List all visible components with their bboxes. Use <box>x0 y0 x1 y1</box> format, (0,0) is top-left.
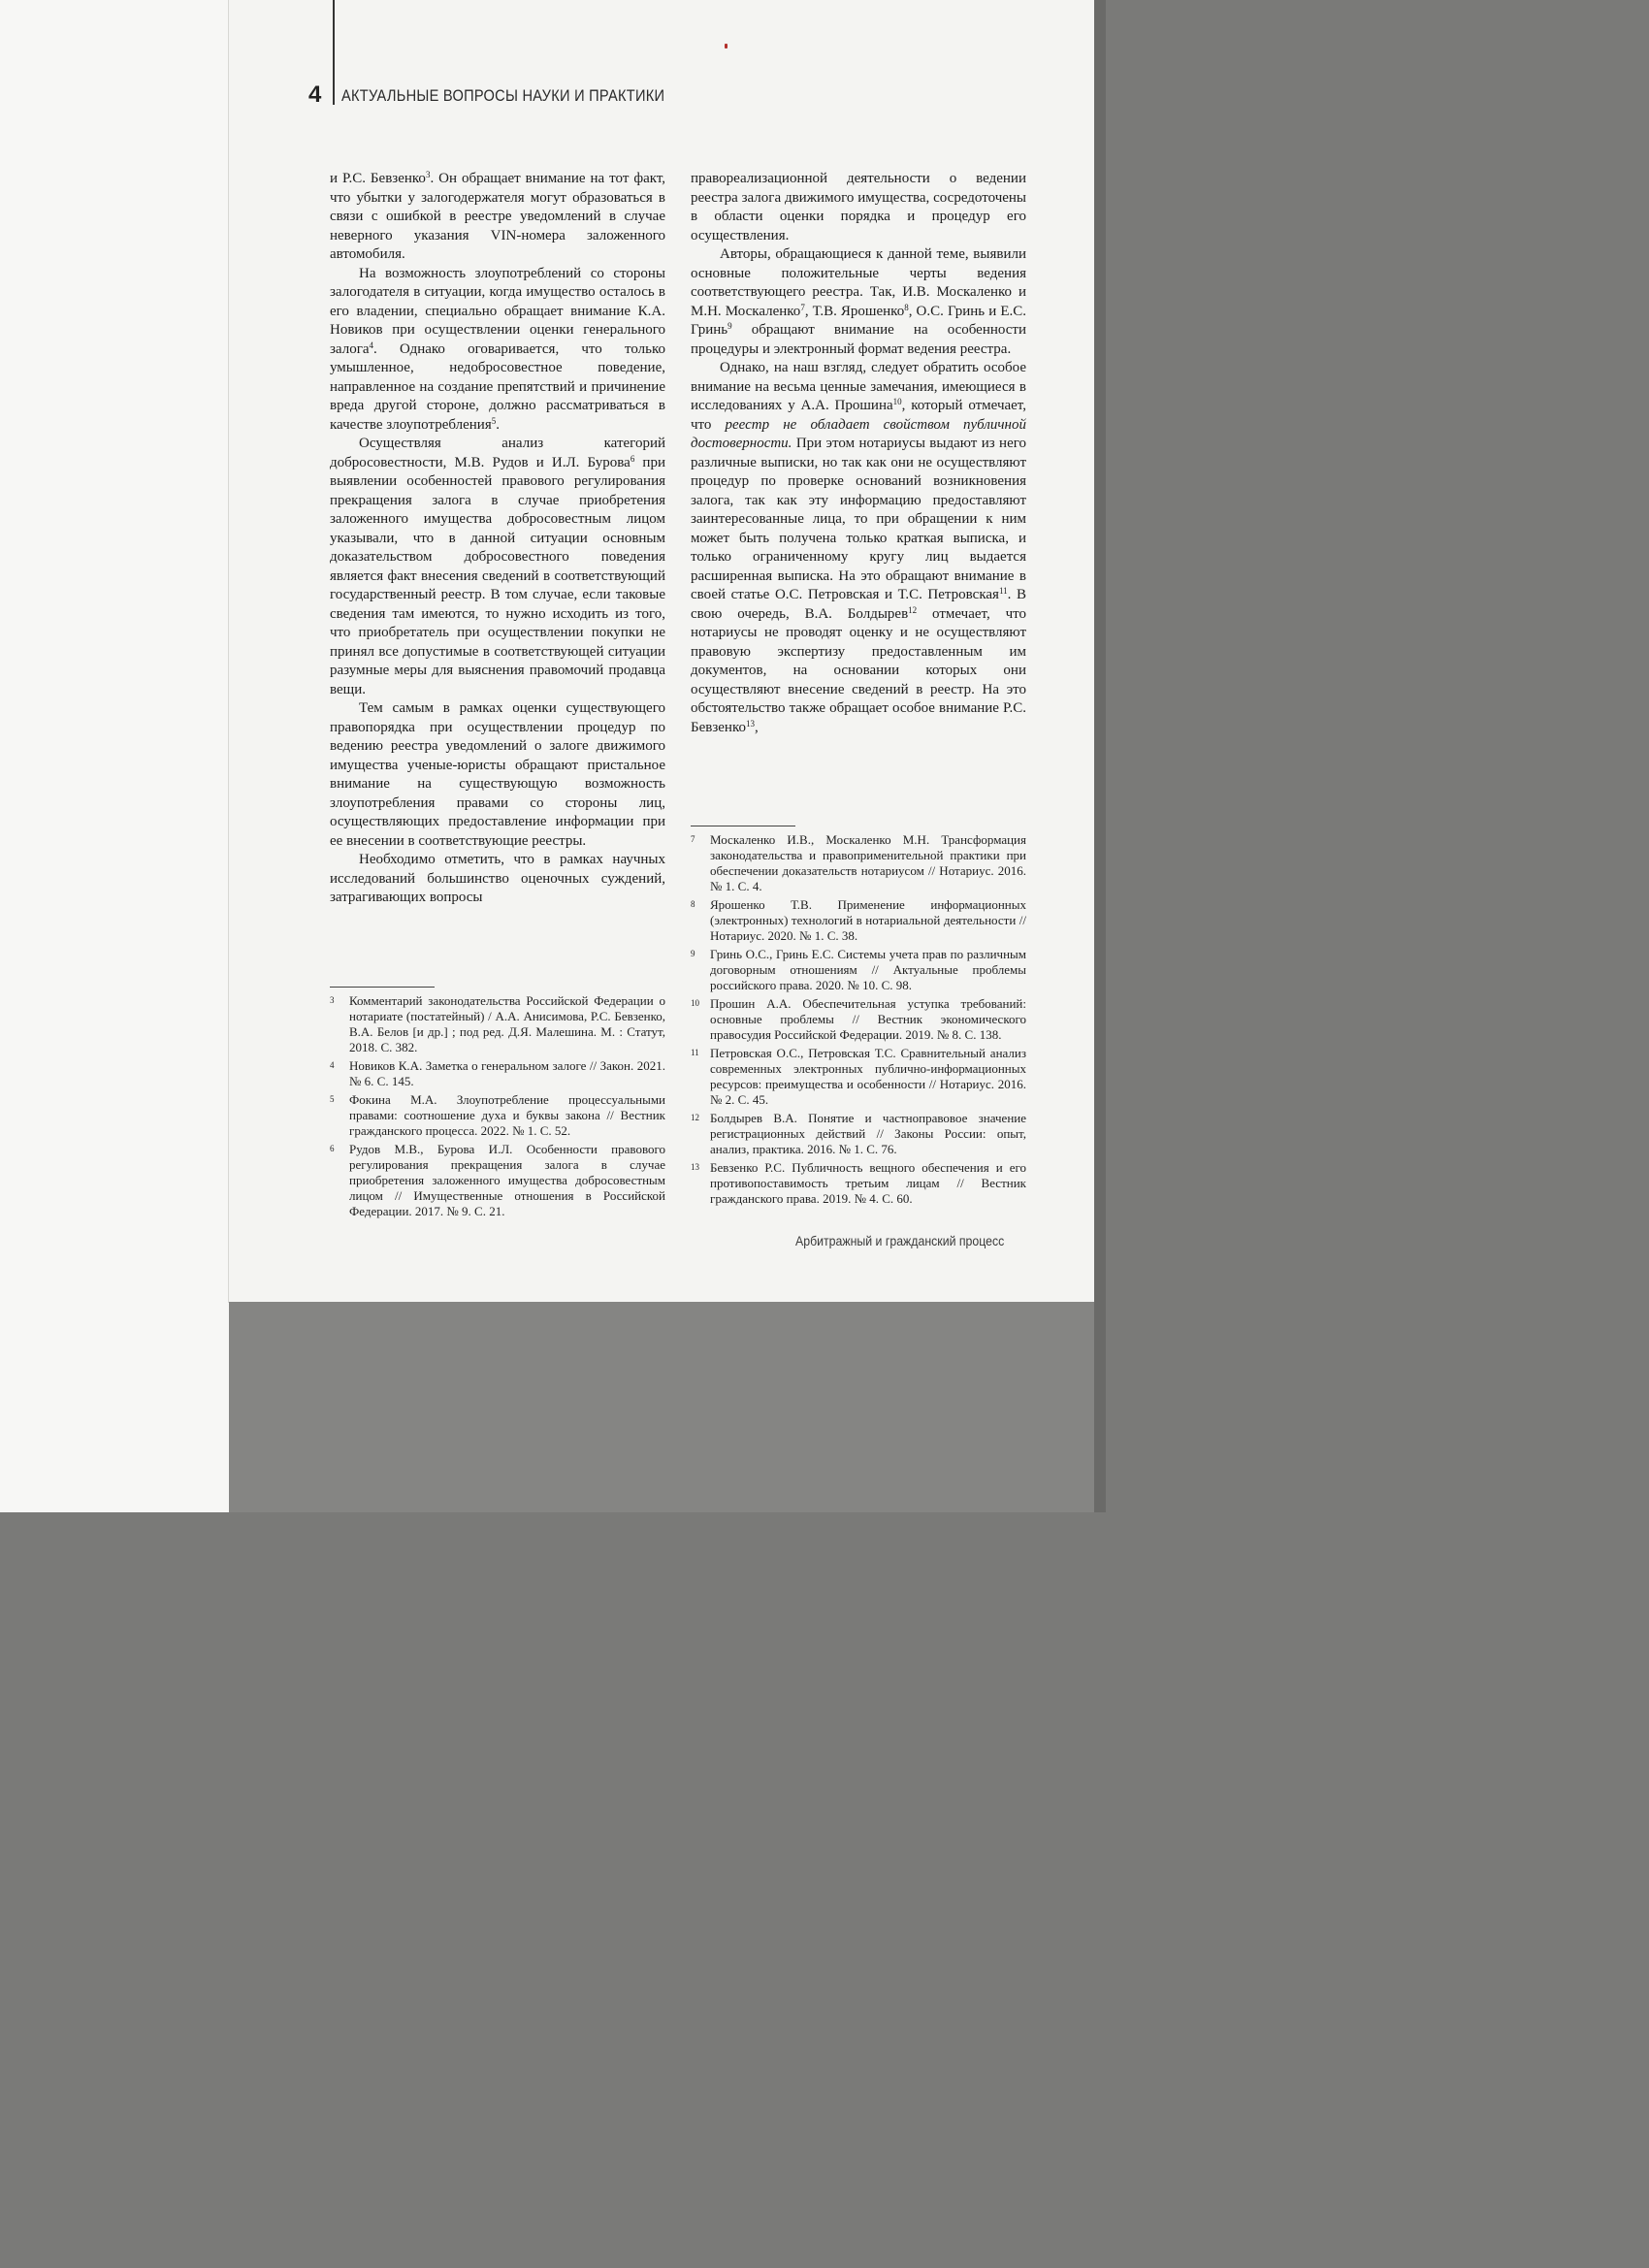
footnote-text: Фокина М.А. Злоупотребление процессуальными правами: соотношение духа и буквы закона // Вестник гражданского процесса. 2022. № 1. С. 52. <box>349 1092 665 1138</box>
footnote-number: 10 <box>691 998 699 1008</box>
text-column-left <box>330 170 665 908</box>
footnote-item <box>330 1142 665 1219</box>
footnotes-left <box>330 987 665 1222</box>
footnote-number: 12 <box>691 1113 699 1122</box>
footnote-number: 7 <box>691 834 695 844</box>
footnote-ref: 12 <box>908 604 918 615</box>
footnote-ref: 9 <box>728 321 732 331</box>
header-vertical-rule <box>333 0 335 105</box>
scan-speck <box>725 44 728 49</box>
footnote-item <box>691 1111 1026 1157</box>
footnote-ref: 6 <box>630 453 635 464</box>
scan-edge-bottom <box>229 1302 1094 1512</box>
scan-background-left <box>0 0 233 1512</box>
footnote-text: Новиков К.А. Заметка о генеральном залоге // Закон. 2021. № 6. С. 145. <box>349 1058 665 1088</box>
footnote-ref: 5 <box>491 415 497 426</box>
footnote-ref: 3 <box>425 170 431 179</box>
footnote-item <box>330 993 665 1055</box>
footnote-item <box>691 1160 1026 1207</box>
paragraph: Тем самым в рамках оценки существующего правопорядка при осуществлении процедур по ведению реестра уведомлений о залоге движимого имущества ученые-юристы обращают пристальное внимание на существующую возможность злоупотребления правами со стороны лиц, осуществляющих предоставление информации при ее внесении в соответствующие реестры. <box>330 700 665 849</box>
footnote-text: Петровская О.С., Петровская Т.С. Сравнительный анализ современных электронных публично-информационных ресурсов: преимущества и особенности // Нотариус. 2016. № 2. С. 45. <box>710 1046 1026 1107</box>
footnote-number: 3 <box>330 995 335 1005</box>
footnote-ref: 10 <box>892 397 902 406</box>
footnote-text: Прошин А.А. Обеспечительная уступка требований: основные проблемы // Вестник экономического правосудия Российской Федерации. 2019. № 8. С. 138. <box>710 996 1026 1042</box>
paragraph: Однако, на наш взгляд, следует обратить особое внимание на весьма ценные замечания, имеющиеся в исследованиях у А.А. Прошина$^{10}$, который отмечает, что реестр не обладает свойством публичной достоверности. При этом нотариусы выдают из него различные выписки, но так как они не осуществляют процедур по проверке оснований возникновения залога, так как эту информацию предоставляют заинтересованные лица, то при обращении к ним может быть получена только краткая выписка, и только ограниченному кругу лиц выдается расширенная выписка. На это обращают внимание в своей статье О.С. Петровская и Т.С. Петровская$^{11}$. В свою очередь, В.А. Болдырев$^{12}$ отмечает, что нотариусы не проводят оценку и не осуществляют правовую экспертизу предоставленным им документов, на основании которых они осуществляют внесение сведений в реестр. На это обстоятельство также обращает особое внимание Р.С. Бевзенко$^{13}$, <box>691 360 1026 735</box>
paragraph: правореализационной деятельности о ведении реестра залога движимого имущества, сосредоточены в области оценки порядка и процедур его осуществления. <box>691 171 1026 243</box>
footnote-text: Бевзенко Р.С. Публичность вещного обеспечения и его противопоставимость третьим лицам // Вестник гражданского права. 2019. № 4. С. 60. <box>710 1160 1026 1206</box>
footnote-number: 11 <box>691 1048 699 1057</box>
footnote-rule <box>330 987 435 988</box>
footnote-number: 9 <box>691 949 695 958</box>
footnote-number: 5 <box>330 1094 335 1104</box>
footnote-ref: 8 <box>904 302 909 312</box>
footnote-text: Рудов М.В., Бурова И.Л. Особенности правового регулирования прекращения залога в случае приобретения заложенного имущества добросовестным лицом // Имущественные отношения в Российской Федерации. 2017. № 9. С. 21. <box>349 1142 665 1218</box>
footnote-ref: 13 <box>746 718 755 729</box>
footnote-item <box>691 832 1026 894</box>
footnote-number: 8 <box>691 899 695 909</box>
footnote-item <box>330 1058 665 1089</box>
footnote-number: 13 <box>691 1162 699 1172</box>
running-footer: Арбитражный и гражданский процесс <box>795 1233 1005 1248</box>
footnote-item <box>691 897 1026 944</box>
footnote-number: 6 <box>330 1144 335 1153</box>
text-column-right <box>691 170 1026 737</box>
footnote-item <box>691 1046 1026 1108</box>
footnote-ref: 4 <box>369 340 374 350</box>
running-header: АКТУАЛЬНЫЕ ВОПРОСЫ НАУКИ И ПРАКТИКИ <box>341 86 665 105</box>
footnote-number: 4 <box>330 1060 335 1070</box>
paragraph: Авторы, обращающиеся к данной теме, выявили основные положительные черты ведения соответствующего реестра. Так, И.В. Москаленко и М.Н. Москаленко$^7$, Т.В. Ярошенко$^8$, О.С. Гринь и Е.С. Гринь$^9$ обращают внимание на особенности процедуры и электронный формат ведения реестра. <box>691 246 1027 357</box>
footnote-text: Гринь О.С., Гринь Е.С. Системы учета прав по различным договорным отношениям // Актуальные проблемы российского права. 2020. № 10. С. 98. <box>710 947 1026 992</box>
paragraph: Необходимо отметить, что в рамках научных исследований большинство оценочных суждений, затрагивающих вопросы <box>330 852 665 905</box>
footnote-item <box>691 996 1026 1043</box>
paragraph: Осуществляя анализ категорий добросовестности, М.В. Рудов и И.Л. Бурова$^6$ при выявлении особенностей правового регулирования прекращения залога в случае приобретения заложенного имущества добросовестным лицом указывали, что в данной ситуации основным доказательством добросовестного поведения является факт внесения сведений в соответствующий государственный реестр. В том случае, если таковые сведения там имеются, то нужно исходить из того, что приобретатель при осуществлении покупки не принял все допустимые в соответствующей ситуации разумные меры для выяснения правомочий продавца вещи. <box>330 436 665 697</box>
footnote-text: Ярошенко Т.В. Применение информационных (электронных) технологий в нотариальной деятельности // Нотариус. 2020. № 1. С. 38. <box>710 897 1026 943</box>
footnote-text: Москаленко И.В., Москаленко М.Н. Трансформация законодательства и правоприменительной практики при обеспечении доказательств нотариусом // Нотариус. 2016. № 1. С. 4. <box>710 832 1026 893</box>
paragraph: и Р.С. Бевзенко$^3$. Он обращает внимание на тот факт, что убытки у залогодержателя могут образоваться в связи с ошибкой в реестре уведомлений в случае неверного указания VIN-номера заложенного автомобиля. <box>330 170 665 262</box>
paragraph: На возможность злоупотреблений со стороны залогодателя в ситуации, когда имущество осталось в его владении, специально обращает внимание К.А. Новиков при осуществлении оценки генерального залога$^4$. Однако оговаривается, что только умышленное, недобросовестное поведение, направленное на создание препятствий и причинение вреда другой стороне, должно рассматриваться в качестве злоупотребления$^5$. <box>330 265 665 433</box>
italic-emphasis: реестр не обладает свойством публичной достоверности. <box>691 416 1026 451</box>
footnote-item <box>330 1092 665 1139</box>
footnote-ref: 11 <box>998 586 1008 596</box>
footnote-text: Болдырев В.А. Понятие и частноправовое значение регистрационных действий // Законы России: опыт, анализ, практика. 2016. № 1. С. 76. <box>710 1111 1026 1156</box>
scan-edge-right <box>1094 0 1106 1512</box>
footnote-text: Комментарий законодательства Российской Федерации о нотариате (постатейный) / А.А. Анисимова, Р.С. Бевзенко, В.А. Белов [и др.] ; под ред. Д.Я. Малешина. М. : Статут, 2018. С. 382. <box>349 993 665 1054</box>
page-number: 4 <box>308 81 322 108</box>
footnote-item <box>691 947 1026 993</box>
footnotes-right <box>691 826 1026 1210</box>
footnote-ref: 7 <box>800 302 805 312</box>
